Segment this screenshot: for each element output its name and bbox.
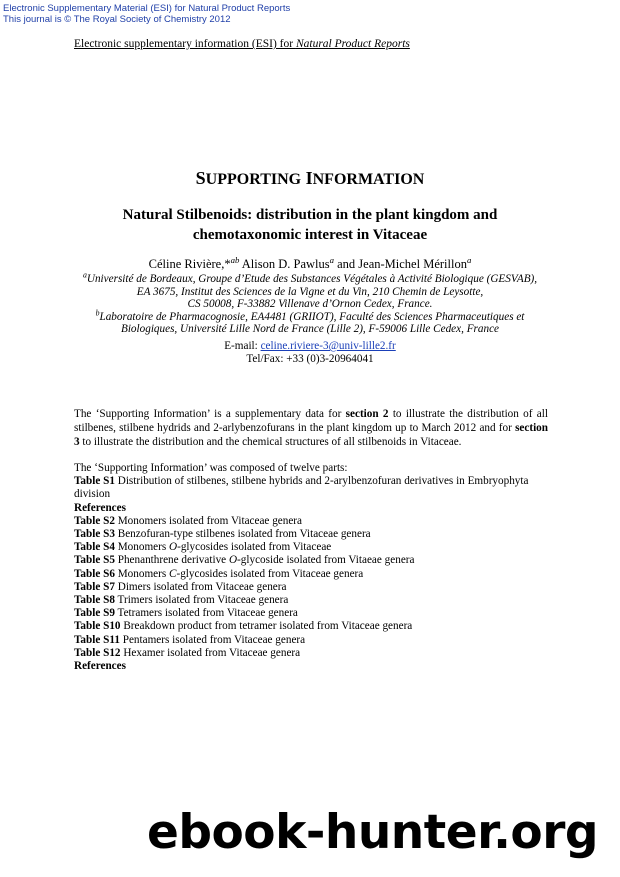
list-item: Table S8 Trimers isolated from Vitaceae genera — [74, 594, 289, 607]
parts-intro: The ‘Supporting Information’ was composed of twelve parts: — [74, 462, 348, 474]
paper-title — [60, 205, 560, 245]
list-item: Table S3 Benzofuran-type stilbenes isolated from Vitaceae genera — [74, 528, 371, 541]
esi-header-line1: Electronic Supplementary Material (ESI) for Natural Product Reports — [3, 3, 291, 14]
paper-title-line2: chemotaxonomic interest in Vitaceae — [192, 227, 428, 243]
contact-email: E-mail: celine.riviere-3@univ-lille2.fr — [224, 340, 396, 352]
authors: Céline Rivière,*$^{ab}$ Alison D. Pawlus$^a$ and Jean-Michel Mérillon$^a$ — [148, 254, 472, 271]
watermark: ebook-hunter.org — [147, 805, 599, 860]
esi-line-prefix: Electronic supplementary information (ESI) for — [74, 38, 296, 50]
affiliation-a: $^a$Université de Bordeaux, Groupe d’Etude des Substances Végétales à Activité Biologique (GESVAB), — [82, 270, 538, 285]
esi-line-journal: Natural Product Reports — [295, 38, 410, 50]
list-item: Table S6 Monomers C-glycosides isolated from Vitaceae genera — [74, 567, 364, 580]
list-item: Table S7 Dimers isolated from Vitaceae genera — [74, 580, 287, 593]
list-item: Table S2 Monomers isolated from Vitaceae genera — [74, 514, 302, 527]
esi-journal-line — [74, 38, 410, 50]
references-heading: References — [74, 501, 126, 514]
parts-list — [74, 462, 548, 673]
list-item: Table S1 Distribution of stilbenes, stilbene hybrids and 2-arylbenzofuran derivatives in Embryophyta division — [74, 475, 529, 501]
list-item: Table S9 Tetramers isolated from Vitaceae genera — [74, 607, 298, 620]
paper-title-line1: Natural Stilbenoids: distribution in the plant kingdom and — [122, 207, 498, 223]
list-item: Table S10 Breakdown product from tetramer isolated from Vitaceae genera — [74, 620, 413, 633]
list-item: Table S12 Hexamer isolated from Vitaceae genera — [74, 646, 301, 659]
list-item: Table S4 Monomers O-glycosides isolated from Vitaceae — [74, 541, 332, 554]
references-heading: References — [74, 660, 126, 673]
email-link[interactable]: celine.riviere-3@univ-lille2.fr — [260, 340, 396, 352]
contact-tel: Tel/Fax: +33 (0)3-20964041 — [246, 353, 374, 365]
esi-header — [3, 3, 290, 25]
list-item: Table S5 Phenanthrene derivative O-glycoside isolated from Vitaeae genera — [74, 554, 415, 567]
intro-paragraph: The ‘Supporting Information’ is a supplementary data for section 2 to illustrate the distribution of all stilbenes, stilbene hydrids and 2-arlybenzofurans in the plant kingdom up to March 2012 and for section 3 to illustrate the distribution and the chemical structures of all stilbenoids in Vitaceae. — [74, 408, 548, 449]
page-title: SUPPORTING INFORMATION — [195, 168, 425, 188]
affiliation-b: $^b$Laboratoire de Pharmacognosie, EA4481 (GRIIOT), Faculté des Sciences Pharmaceutiques et — [95, 308, 525, 323]
esi-header-line2: This journal is © The Royal Society of Chemistry 2012 — [3, 14, 231, 25]
affiliations: $^a$Université de Bordeaux, Groupe d’Etude des Substances Végétales à Activité Biologique (GESVAB), EA 3675, Institut des Sciences de la Vigne et du Vin, 210 Chemin de Leysotte, CS 50008, F-33882 Villenave d’Ornon Cedex, France. $^b$Laboratoire de Pharmacognosie, EA4481 (GRIIOT), Faculté des Sciences Pharmaceutiques et Biologiques, Université Lille Nord de France (Lille 2), F-59006 Lille Cedex, France — [40, 273, 580, 336]
list-item: Table S11 Pentamers isolated from Vitaceae genera — [74, 633, 306, 646]
